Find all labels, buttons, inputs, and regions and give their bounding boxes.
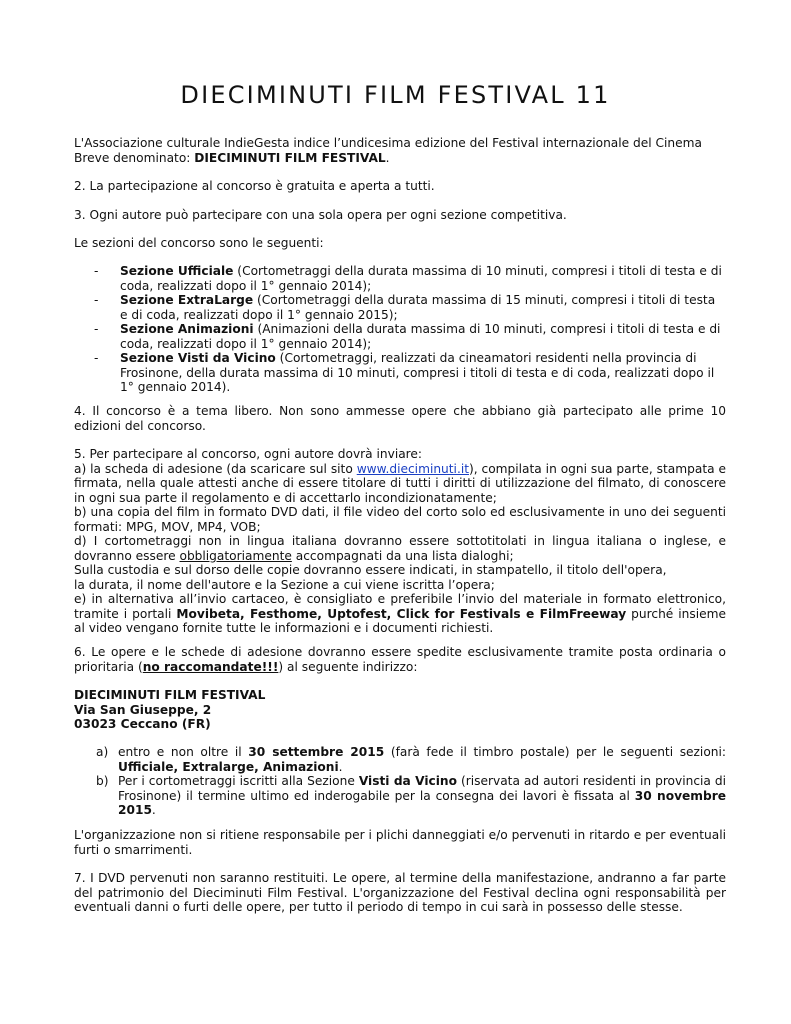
p5-d-text: d) I cortometraggi non in lingua italiana dovranno essere sottotitolati in lingua italiana o inglese, e dovranno essere xyxy=(74,534,726,563)
p5-a-text: a) la scheda di adesione (da scaricare sul sito xyxy=(74,461,357,476)
list-dash: - xyxy=(94,264,99,278)
list-dash: - xyxy=(94,322,99,336)
section-desc: (Cortometraggi della durata massima di 15 minuti, compresi i titoli di testa e di coda, realizzati dopo il 1° gennaio 2015); xyxy=(120,293,716,322)
p5-item-d xyxy=(74,534,726,563)
p6-text: 6. Le opere e le schede di adesione dovranno essere spedite esclusivamente tramite posta ordinaria o prioritaria ( xyxy=(74,645,726,674)
sections-list xyxy=(74,264,726,395)
list-marker: a) xyxy=(96,745,109,759)
deadline-text-end: . xyxy=(151,803,156,817)
deadline-date: 30 novembre 2015 xyxy=(118,788,726,817)
list-item xyxy=(74,322,726,351)
deadlines-list xyxy=(74,745,726,818)
p5-item-e xyxy=(74,592,726,636)
paragraph-4: 4. Il concorso è a tema libero. Non sono ammesse opere che abbiano già partecipato alle prime 10 edizioni del concorso. xyxy=(74,404,726,433)
list-item xyxy=(74,351,726,395)
p5-item-a xyxy=(74,462,726,506)
section-name: Sezione Ufficiale xyxy=(120,264,234,278)
p5-e-portals: Movibeta, Festhome, Uptofest, Click for Festivals e FilmFreeway xyxy=(176,606,627,621)
list-item xyxy=(74,293,726,322)
deadline-text: (farà fede il timbro postale) per le seguenti sezioni: xyxy=(384,745,726,759)
section-desc: (Animazioni della durata massima di 10 minuti, compresi i titoli di testa e di coda, realizzati dopo il 1° gennaio 2014); xyxy=(120,322,721,351)
p6-warning: no raccomandate!!! xyxy=(142,659,279,674)
section-desc: (Cortometraggi, realizzati da cineamatori residenti nella provincia di Frosinone, della durata massima di 10 minuti, compresi i titoli di testa e di coda, realizzati dopo il 1° gennaio 2014). xyxy=(120,351,715,394)
p5-custodia-1: Sulla custodia e sul dorso delle copie dovranno essere indicati, in stampatello, il titolo dell'opera, xyxy=(74,563,667,577)
list-item xyxy=(74,264,726,293)
list-dash: - xyxy=(94,293,99,307)
intro-text: L'Associazione culturale IndieGesta indice l’undicesima edizione del Festival internazionale del Cinema Breve denominato: xyxy=(74,136,702,165)
p5-e-text: e) in alternativa all’invio cartaceo, è consigliato e preferibile l’invio del materiale in formato elettronico, tramite i portali xyxy=(74,592,726,621)
list-item xyxy=(74,774,726,818)
disclaimer: L'organizzazione non si ritiene responsabile per i plichi danneggiati e/o pervenuti in ritardo e per eventuali furti o smarrimenti. xyxy=(74,828,726,857)
p5-intro: 5. Per partecipare al concorso, ogni autore dovrà inviare: xyxy=(74,447,423,461)
deadline-text: entro e non oltre il xyxy=(118,745,249,759)
p5-a-text-end: ), compilata in ogni sua parte, stampata e firmata, nella quale attesti anche di essere titolare di tutti i diritti di utilizzazione del filmato, di conoscere in ogni sua parte il regolamento e di accettarlo incondizionatamente; xyxy=(74,461,726,505)
sections-intro: Le sezioni del concorso sono le seguenti: xyxy=(74,236,324,250)
paragraph-6 xyxy=(74,645,726,674)
address-line-1: DIECIMINUTI FILM FESTIVAL xyxy=(74,688,266,702)
section-name: Sezione Visti da Vicino xyxy=(120,351,276,365)
p5-custodia-2: la durata, il nome dell'autore e la Sezione a cui viene iscritta l’opera; xyxy=(74,577,495,592)
deadline-section: Visti da Vicino xyxy=(358,774,457,788)
list-item xyxy=(74,745,726,774)
intro-end: . xyxy=(385,150,390,165)
paragraph-2: 2. La partecipazione al concorso è gratuita e aperta a tutti. xyxy=(74,179,435,193)
paragraph-3: 3. Ogni autore può partecipare con una sola opera per ogni sezione competitiva. xyxy=(74,208,567,222)
deadline-sections: Ufficiale, Extralarge, Animazioni xyxy=(118,759,339,774)
section-name: Sezione ExtraLarge xyxy=(120,293,254,307)
p5-d-underlined: obbligatoriamente xyxy=(179,548,292,563)
deadline-text: (riservata ad autori residenti in provincia di Frosinone) il termine ultimo ed inderogabile per la consegna dei lavori è fissata al xyxy=(118,774,727,803)
section-name: Sezione Animazioni xyxy=(120,322,254,336)
address-line-2: Via San Giuseppe, 2 xyxy=(74,702,212,717)
list-dash: - xyxy=(94,351,99,365)
festival-name: DIECIMINUTI FILM FESTIVAL xyxy=(194,150,386,165)
paragraph-5 xyxy=(74,447,726,636)
document-title: DIECIMINUTI FILM FESTIVAL 11 xyxy=(180,81,611,110)
deadline-text: Per i cortometraggi iscritti alla Sezione xyxy=(118,774,359,788)
deadline-date: 30 settembre 2015 xyxy=(248,745,385,759)
intro-paragraph xyxy=(74,136,726,165)
p5-e-text-end: purché insieme al video vengano fornite tutte le informazioni e i documenti richiesti. xyxy=(74,606,726,635)
deadline-text-end: . xyxy=(338,759,343,774)
list-marker: b) xyxy=(96,774,109,788)
postal-address xyxy=(74,688,726,732)
p5-item-b: b) una copia del film in formato DVD dati, il file video del corto solo ed esclusivamente in uno dei seguenti formati: MPG, MOV, MP4, VOB; xyxy=(74,505,726,534)
p5-d-text-end: accompagnati da una lista dialoghi; xyxy=(291,548,514,563)
paragraph-7: 7. I DVD pervenuti non saranno restituiti. Le opere, al termine della manifestazione, andranno a far parte del patrimonio del Dieciminuti Film Festival. L'organizzazione del Festival declina ogni responsabilità per eventuali danni o furti delle opere, per tutto il periodo di tempo in cui sarà in possesso delle stesse. xyxy=(74,871,726,914)
p6-text-end: ) al seguente indirizzo: xyxy=(278,659,418,674)
website-link[interactable]: www.dieciminuti.it xyxy=(356,461,469,476)
section-desc: (Cortometraggi della durata massima di 10 minuti, compresi i titoli di testa e di coda, realizzati dopo il 1° gennaio 2014); xyxy=(120,264,722,293)
address-line-3: 03023 Ceccano (FR) xyxy=(74,717,211,731)
